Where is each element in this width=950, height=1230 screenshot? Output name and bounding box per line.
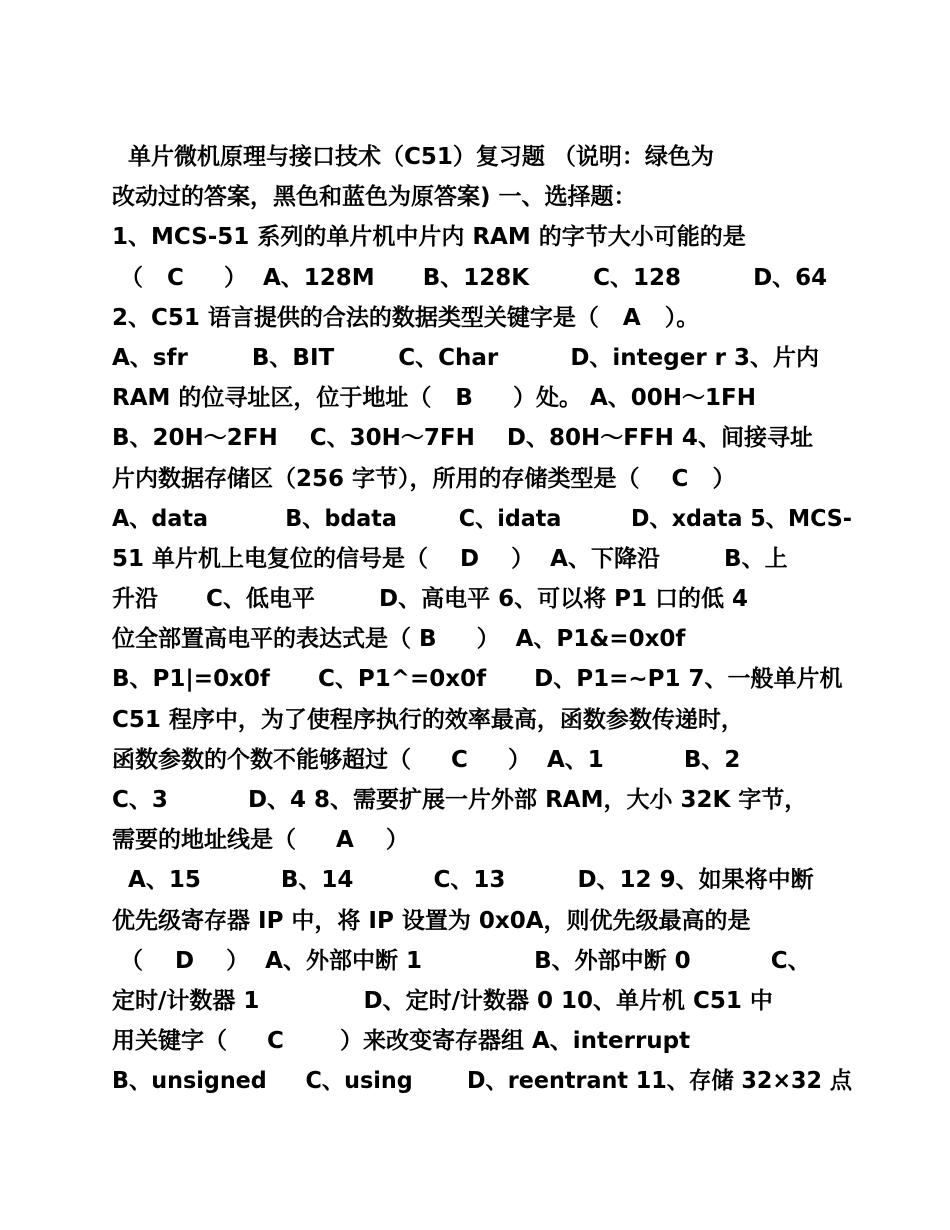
text-line: 优先级寄存器 IP 中，将 IP 设置为 0x0A，则优先级最高的是 [112,907,751,934]
text-line: 单片微机原理与接口技术（C51）复习题 （说明：绿色为 [112,144,714,170]
text-line: C、3 D、4 8、需要扩展一片外部 RAM，大小 32K 字节， [112,787,808,813]
text-line: 片内数据存储区（256 字节），所用的存储类型是（ C ） [112,465,736,492]
text-line: RAM 的位寻址区，位于地址（ B ）处。 A、00H～1FH [112,385,757,412]
text-line: B、20H～2FH C、30H～7FH D、80H～FFH 4、间接寻址 [112,425,813,452]
text-line: 函数参数的个数不能够超过（ C ） A、1 B、2 [112,746,741,773]
text-line: 改动过的答案，黑色和蓝色为原答案) 一、选择题： [112,184,637,211]
text-line: （ D ） A、外部中断 1 B、外部中断 0 C、 [112,947,811,974]
text-line: 51 单片机上电复位的信号是（ D ） A、下降沿 B、上 [112,545,788,572]
text-line: B、P1|=0x0f C、P1^=0x0f D、P1=~P1 7、一般单片机 [112,666,843,693]
text-line: 升沿 C、低电平 D、高电平 6、可以将 P1 口的低 4 [112,586,748,613]
text-line: （ C ） A、128M B、128K C、128 D、64 [112,264,828,291]
text-line: A、15 B、14 C、13 D、12 9、如果将中断 [112,867,814,894]
text-line: 1、MCS-51 系列的单片机中片内 RAM 的字节大小可能的是 [112,224,746,251]
text-line: C51 程序中，为了使程序执行的效率最高，函数参数传递时， [112,706,744,733]
text-line: 需要的地址线是（ A ） [112,827,409,854]
text-line: 用关键字（ C ）来改变寄存器组 A、interrupt [112,1028,691,1055]
text-line: 2、C51 语言提供的合法的数据类型关键字是（ A ）。 [112,304,700,331]
document-body [112,137,852,1102]
text-line: A、sfr B、BIT C、Char D、integer r 3、片内 [112,344,820,371]
text-line: 位全部置高电平的表达式是（ B ） A、P1&=0x0f [112,626,686,653]
text-line: B、unsigned C、using D、reentrant 11、存储 32×32 点 [112,1068,853,1095]
text-line: A、data B、bdata C、idata D、xdata 5、MCS- [112,505,853,532]
text-line: 定时/计数器 1 D、定时/计数器 0 10、单片机 C51 中 [112,987,773,1014]
